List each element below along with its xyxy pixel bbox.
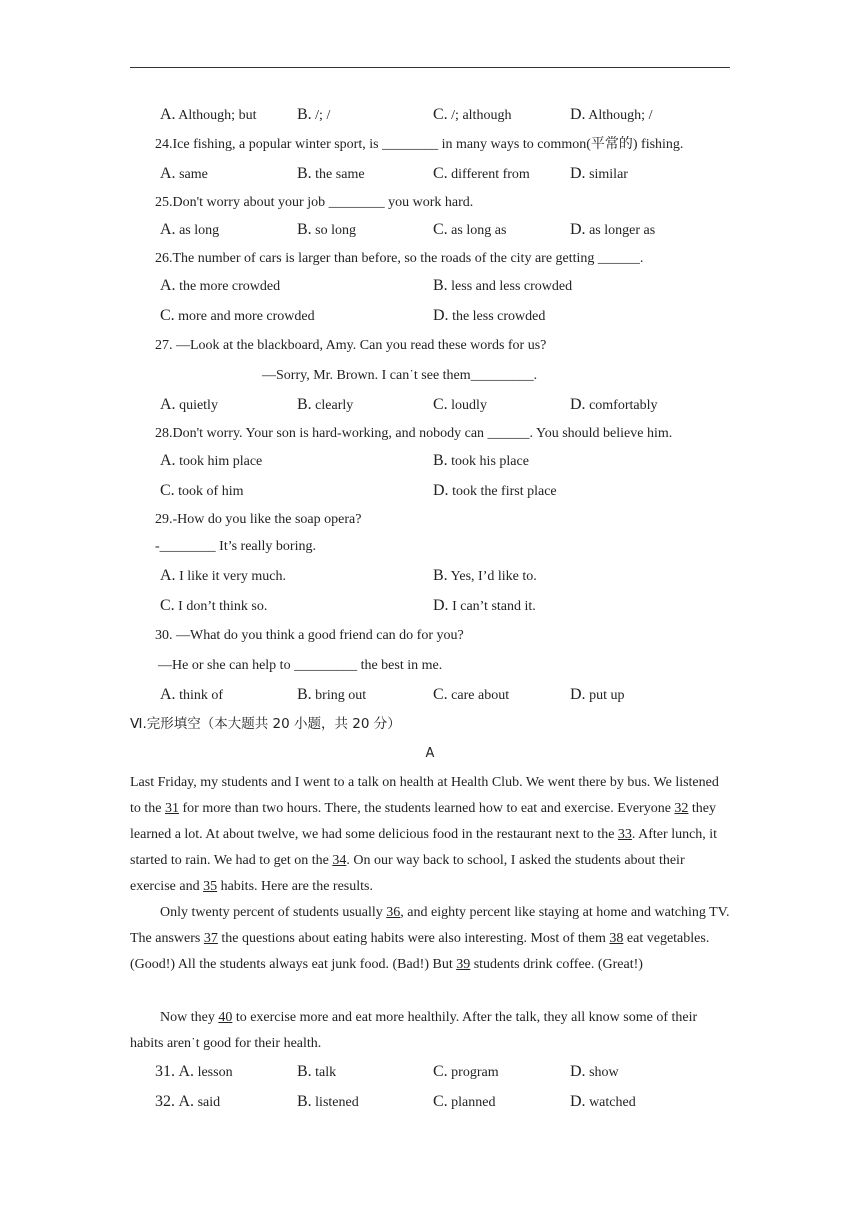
q30-reply: —He or she can help to _________ the best in me. xyxy=(158,658,443,673)
q24-option-d[interactable]: D. similar xyxy=(570,165,628,182)
blank-36: 36 xyxy=(386,905,401,920)
q29-option-c[interactable]: C. I don’t think so. xyxy=(160,597,268,614)
q27-reply: —Sorry, Mr. Brown. I can˙t see them_________. xyxy=(262,368,538,383)
blank-32: 32 xyxy=(674,801,689,816)
q31-option-b[interactable]: B. talk xyxy=(297,1063,337,1080)
blank-34: 34 xyxy=(332,853,347,868)
blank-35: 35 xyxy=(203,879,218,894)
q29-reply: -________ It’s really boring. xyxy=(155,539,316,554)
q25-stem: 25.Don't worry about your job ________ you work hard. xyxy=(155,195,474,210)
q27-option-b[interactable]: B. clearly xyxy=(297,396,354,413)
option-d[interactable]: D. Although; / xyxy=(570,106,653,123)
q24-option-a[interactable]: A. same xyxy=(160,165,208,182)
q25-option-c[interactable]: C. as long as xyxy=(433,221,507,238)
q24-stem: 24.Ice fishing, a popular winter sport, is ________ in many ways to common(平常的) fishing. xyxy=(155,137,684,152)
option-c[interactable]: C. /; although xyxy=(433,106,512,123)
q29-option-a[interactable]: A. I like it very much. xyxy=(160,567,286,584)
section-title: Ⅵ.完形填空（本大题共 20 小题，共 20 分） xyxy=(130,716,401,732)
q28-option-a[interactable]: A. took him place xyxy=(160,452,263,469)
blank-39: 39 xyxy=(456,957,471,972)
q24-option-b[interactable]: B. the same xyxy=(297,165,365,182)
q25-option-a[interactable]: A. as long xyxy=(160,221,220,238)
blank-33: 33 xyxy=(617,827,632,842)
passage-paragraph-3: Now they 40 to exercise more and eat more healthily. After the talk, they all know some of their habits aren˙t good for their health. xyxy=(130,1010,698,1051)
q30-option-a[interactable]: A. think of xyxy=(160,686,224,703)
q32-option-d[interactable]: D. watched xyxy=(570,1093,636,1110)
q30-stem: 30. —What do you think a good friend can do for you? xyxy=(155,628,464,643)
q24-option-c[interactable]: C. different from xyxy=(433,165,530,182)
q28-option-b[interactable]: B. took his place xyxy=(433,452,529,469)
q30-option-d[interactable]: D. put up xyxy=(570,686,625,703)
passage-paragraph-2: Only twenty percent of students usually 36, and eighty percent like staying at home and watching TV. The answers 37 the questions about eating habits were also interesting. Most of them 38 eat vegetables. (Good!) All the students always eat junk food. (Bad!) But 39 students drink coffee. (Great!) xyxy=(130,905,730,972)
q29-stem: 29.-How do you like the soap opera? xyxy=(155,512,362,527)
q26-option-b[interactable]: B. less and less crowded xyxy=(433,277,573,294)
q28-stem: 28.Don't worry. Your son is hard-working, and nobody can ______. You should believe him. xyxy=(155,426,673,441)
q27-option-c[interactable]: C. loudly xyxy=(433,396,487,413)
passage-label: A xyxy=(425,746,435,761)
q26-option-c[interactable]: C. more and more crowded xyxy=(160,307,315,324)
q26-stem: 26.The number of cars is larger than before, so the roads of the city are getting ______. xyxy=(155,251,644,266)
q32-option-b[interactable]: B. listened xyxy=(297,1093,359,1110)
q31-option-a[interactable]: 31. A. lesson xyxy=(155,1063,233,1080)
q29-option-b[interactable]: B. Yes, I’d like to. xyxy=(433,567,537,584)
q26-option-d[interactable]: D. the less crowded xyxy=(433,307,546,324)
q32-option-a[interactable]: 32. A. said xyxy=(155,1093,221,1110)
option-a[interactable]: A. Although; but xyxy=(160,106,257,123)
q29-option-d[interactable]: D. I can’t stand it. xyxy=(433,597,536,614)
blank-31: 31 xyxy=(165,801,179,816)
q26-option-a[interactable]: A. the more crowded xyxy=(160,277,281,294)
q28-option-d[interactable]: D. took the first place xyxy=(433,482,557,499)
q31-option-c[interactable]: C. program xyxy=(433,1063,499,1080)
q25-option-d[interactable]: D. as longer as xyxy=(570,221,656,238)
q32-option-c[interactable]: C. planned xyxy=(433,1093,496,1110)
passage-paragraph-1: Last Friday, my students and I went to a talk on health at Health Club. We went there by bus. We listened to the 31 for more than two hours. There, the students learned how to eat and exercise. Everyone 32 they learned a lot. At about twelve, we had some delicious food in the restaurant next to the 33. After lunch, it started to rain. We had to get on the 34. On our way back to school, I asked the students about their exercise and 35 habits. Here are the results. xyxy=(130,775,719,894)
blank-37: 37 xyxy=(203,931,218,946)
q25-option-b[interactable]: B. so long xyxy=(297,221,357,238)
blank-38: 38 xyxy=(609,931,624,946)
q27-option-a[interactable]: A. quietly xyxy=(160,396,218,413)
option-b[interactable]: B. /; / xyxy=(297,106,331,123)
q27-option-d[interactable]: D. comfortably xyxy=(570,396,658,413)
q30-option-c[interactable]: C. care about xyxy=(433,686,510,703)
header-rule xyxy=(130,67,730,68)
q27-stem: 27. —Look at the blackboard, Amy. Can you read these words for us? xyxy=(155,338,547,353)
q30-option-b[interactable]: B. bring out xyxy=(297,686,367,703)
blank-40: 40 xyxy=(218,1010,233,1025)
q31-option-d[interactable]: D. show xyxy=(570,1063,619,1080)
q28-option-c[interactable]: C. took of him xyxy=(160,482,244,499)
